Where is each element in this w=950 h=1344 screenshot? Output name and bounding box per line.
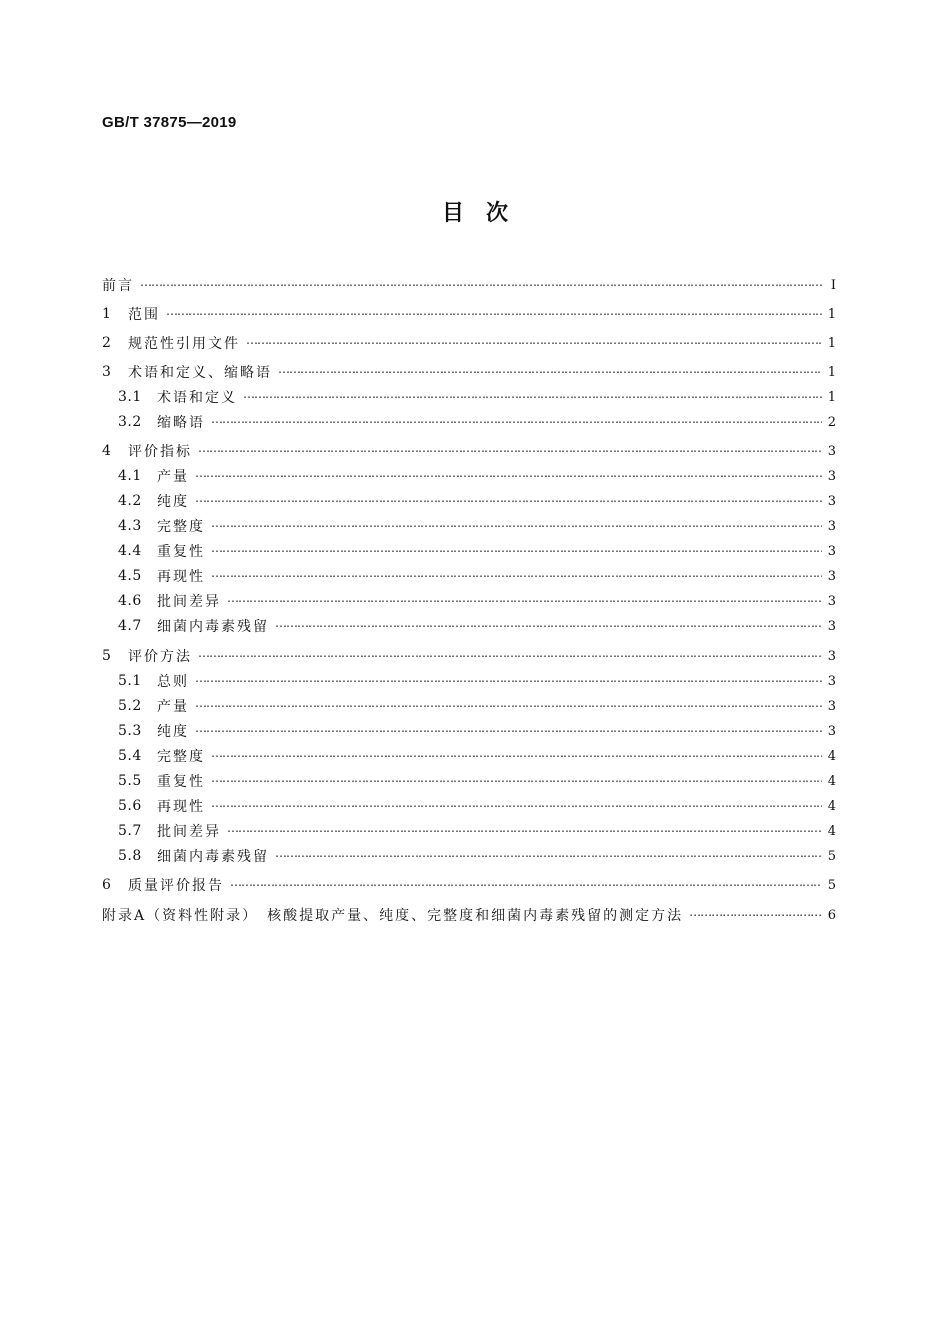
toc-dot-leader bbox=[211, 774, 822, 788]
toc-dot-leader bbox=[140, 278, 822, 292]
toc-entry-title: 前言 bbox=[102, 278, 134, 294]
toc-dot-leader bbox=[275, 619, 822, 633]
toc-dot-leader bbox=[198, 649, 822, 663]
toc-page-number: 3 bbox=[827, 648, 836, 664]
toc-entry-title: 产量 bbox=[157, 699, 189, 715]
toc-entry[interactable] bbox=[118, 411, 836, 433]
toc-page-number: 1 bbox=[827, 364, 836, 380]
toc-entry-title: 批间差异 bbox=[157, 824, 221, 840]
toc-dot-leader bbox=[211, 544, 822, 558]
toc-entry-number: 2 bbox=[102, 335, 112, 351]
toc-page-number: 4 bbox=[827, 773, 836, 789]
toc-dot-leader bbox=[211, 569, 822, 583]
toc-dot-leader bbox=[198, 444, 822, 458]
toc-dot-leader bbox=[211, 799, 822, 813]
toc-dot-leader bbox=[195, 724, 822, 738]
toc-dot-leader bbox=[278, 365, 822, 379]
toc-page-number: 4 bbox=[827, 798, 836, 814]
toc-page-number: 1 bbox=[827, 335, 836, 351]
toc-entry[interactable] bbox=[102, 645, 836, 667]
toc-dot-leader bbox=[211, 519, 822, 533]
toc-entry-title: 再现性 bbox=[157, 569, 205, 585]
toc-entry[interactable] bbox=[102, 904, 836, 926]
toc-page-number: 3 bbox=[827, 493, 836, 509]
toc-entry-number: 4.2 bbox=[118, 493, 142, 509]
toc-entry[interactable] bbox=[102, 874, 836, 896]
toc-entry[interactable] bbox=[102, 440, 836, 462]
toc-entry-title: 评价方法 bbox=[128, 649, 192, 665]
toc-entry-number: 4 bbox=[102, 443, 112, 459]
toc-entry-title: 产量 bbox=[157, 469, 189, 485]
toc-entry-title: 重复性 bbox=[157, 544, 205, 560]
toc-dot-leader bbox=[195, 494, 822, 508]
toc-dot-leader bbox=[227, 594, 822, 608]
toc-dot-leader bbox=[689, 908, 822, 922]
toc-page-number: 3 bbox=[827, 543, 836, 559]
toc-entry[interactable] bbox=[118, 615, 836, 637]
toc-entry-title: 缩略语 bbox=[157, 415, 205, 431]
toc-entry[interactable] bbox=[118, 695, 836, 717]
toc-entry-title: 质量评价报告 bbox=[128, 878, 224, 894]
toc-entry-title: 重复性 bbox=[157, 774, 205, 790]
toc-page-number: 3 bbox=[827, 618, 836, 634]
toc-page-number: Ⅰ bbox=[830, 277, 836, 293]
toc-dot-leader bbox=[195, 699, 822, 713]
document-code: GB/T 37875—2019 bbox=[102, 114, 237, 131]
toc-entry[interactable] bbox=[118, 745, 836, 767]
toc-entry[interactable] bbox=[102, 361, 836, 383]
toc-entry-title: 批间差异 bbox=[157, 594, 221, 610]
toc-entry[interactable] bbox=[102, 274, 836, 296]
toc-dot-leader bbox=[243, 390, 822, 404]
toc-entry[interactable] bbox=[118, 845, 836, 867]
toc-entry-number: 5.7 bbox=[118, 823, 142, 839]
toc-dot-leader bbox=[275, 849, 822, 863]
toc-dot-leader bbox=[230, 878, 822, 892]
toc-entry[interactable] bbox=[102, 332, 836, 354]
toc-entry[interactable] bbox=[118, 386, 836, 408]
toc-entry-title: 纯度 bbox=[157, 494, 189, 510]
toc-page-number: 3 bbox=[827, 568, 836, 584]
toc-page-number: 4 bbox=[827, 748, 836, 764]
toc-entry[interactable] bbox=[118, 565, 836, 587]
toc-entry[interactable] bbox=[102, 303, 836, 325]
toc-entry-number: 4.6 bbox=[118, 593, 142, 609]
toc-entry-title: 附录A（资料性附录） 核酸提取产量、纯度、完整度和细菌内毒素残留的测定方法 bbox=[102, 908, 684, 924]
toc-dot-leader bbox=[227, 824, 822, 838]
toc-entry-title: 完整度 bbox=[157, 519, 205, 535]
toc-entry-number: 3.2 bbox=[118, 414, 142, 430]
toc-entry[interactable] bbox=[118, 490, 836, 512]
toc-entry-title: 细菌内毒素残留 bbox=[157, 619, 269, 635]
toc-entry-title: 细菌内毒素残留 bbox=[157, 849, 269, 865]
toc-entry[interactable] bbox=[118, 540, 836, 562]
toc-entry-title: 再现性 bbox=[157, 799, 205, 815]
toc-entry-number: 4.1 bbox=[118, 468, 142, 484]
toc-entry-number: 5.8 bbox=[118, 848, 142, 864]
toc-entry[interactable] bbox=[118, 770, 836, 792]
toc-entry-title: 完整度 bbox=[157, 749, 205, 765]
toc-entry-number: 5.3 bbox=[118, 723, 142, 739]
toc-dot-leader bbox=[211, 415, 822, 429]
toc-entry-title: 总则 bbox=[157, 674, 189, 690]
toc-page-number: 5 bbox=[827, 848, 836, 864]
toc-entry-number: 5.6 bbox=[118, 798, 142, 814]
toc-dot-leader bbox=[195, 469, 822, 483]
toc-entry-title: 评价指标 bbox=[128, 444, 192, 460]
page-title: 目 次 bbox=[441, 201, 508, 226]
toc-entry[interactable] bbox=[118, 720, 836, 742]
toc-page-number: 1 bbox=[827, 306, 836, 322]
toc-entry-number: 6 bbox=[102, 877, 112, 893]
toc-dot-leader bbox=[211, 749, 822, 763]
toc-entry-number: 4.3 bbox=[118, 518, 142, 534]
toc-entry-number: 5.4 bbox=[118, 748, 142, 764]
toc-page-number: 1 bbox=[827, 389, 836, 405]
toc-page-number: 4 bbox=[827, 823, 836, 839]
toc-entry-number: 5.5 bbox=[118, 773, 142, 789]
toc-entry[interactable] bbox=[118, 515, 836, 537]
toc-entry-title: 范围 bbox=[128, 307, 160, 323]
toc-entry[interactable] bbox=[118, 590, 836, 612]
toc-page-number: 3 bbox=[827, 443, 836, 459]
toc-entry[interactable] bbox=[118, 820, 836, 842]
toc-page-number: 3 bbox=[827, 723, 836, 739]
toc-dot-leader bbox=[166, 307, 822, 321]
toc-page-number: 3 bbox=[827, 593, 836, 609]
toc-entry[interactable] bbox=[118, 795, 836, 817]
toc-entry-number: 1 bbox=[102, 306, 112, 322]
toc-entry-number: 4.5 bbox=[118, 568, 142, 584]
toc-dot-leader bbox=[246, 336, 822, 350]
toc-entry-number: 3 bbox=[102, 364, 112, 380]
toc-entry[interactable] bbox=[118, 465, 836, 487]
toc-entry-number: 4.7 bbox=[118, 618, 142, 634]
toc-entry-number: 5 bbox=[102, 648, 112, 664]
toc-page-number: 3 bbox=[827, 673, 836, 689]
toc-page-number: 5 bbox=[827, 877, 836, 893]
toc-entry-title: 术语和定义 bbox=[157, 390, 237, 406]
toc-page-number: 3 bbox=[827, 468, 836, 484]
toc-entry-number: 4.4 bbox=[118, 543, 142, 559]
toc-dot-leader bbox=[195, 674, 822, 688]
toc-entry-title: 规范性引用文件 bbox=[128, 336, 240, 352]
toc-entry-number: 5.2 bbox=[118, 698, 142, 714]
toc-entry[interactable] bbox=[118, 670, 836, 692]
toc-page-number: 2 bbox=[827, 414, 836, 430]
toc-page-number: 3 bbox=[827, 698, 836, 714]
toc-entry-title: 纯度 bbox=[157, 724, 189, 740]
toc-page-number: 3 bbox=[827, 518, 836, 534]
toc-entry-number: 3.1 bbox=[118, 389, 142, 405]
toc-entry-number: 5.1 bbox=[118, 673, 142, 689]
toc-page-number: 6 bbox=[827, 907, 836, 923]
toc-entry-title: 术语和定义、缩略语 bbox=[128, 365, 272, 381]
